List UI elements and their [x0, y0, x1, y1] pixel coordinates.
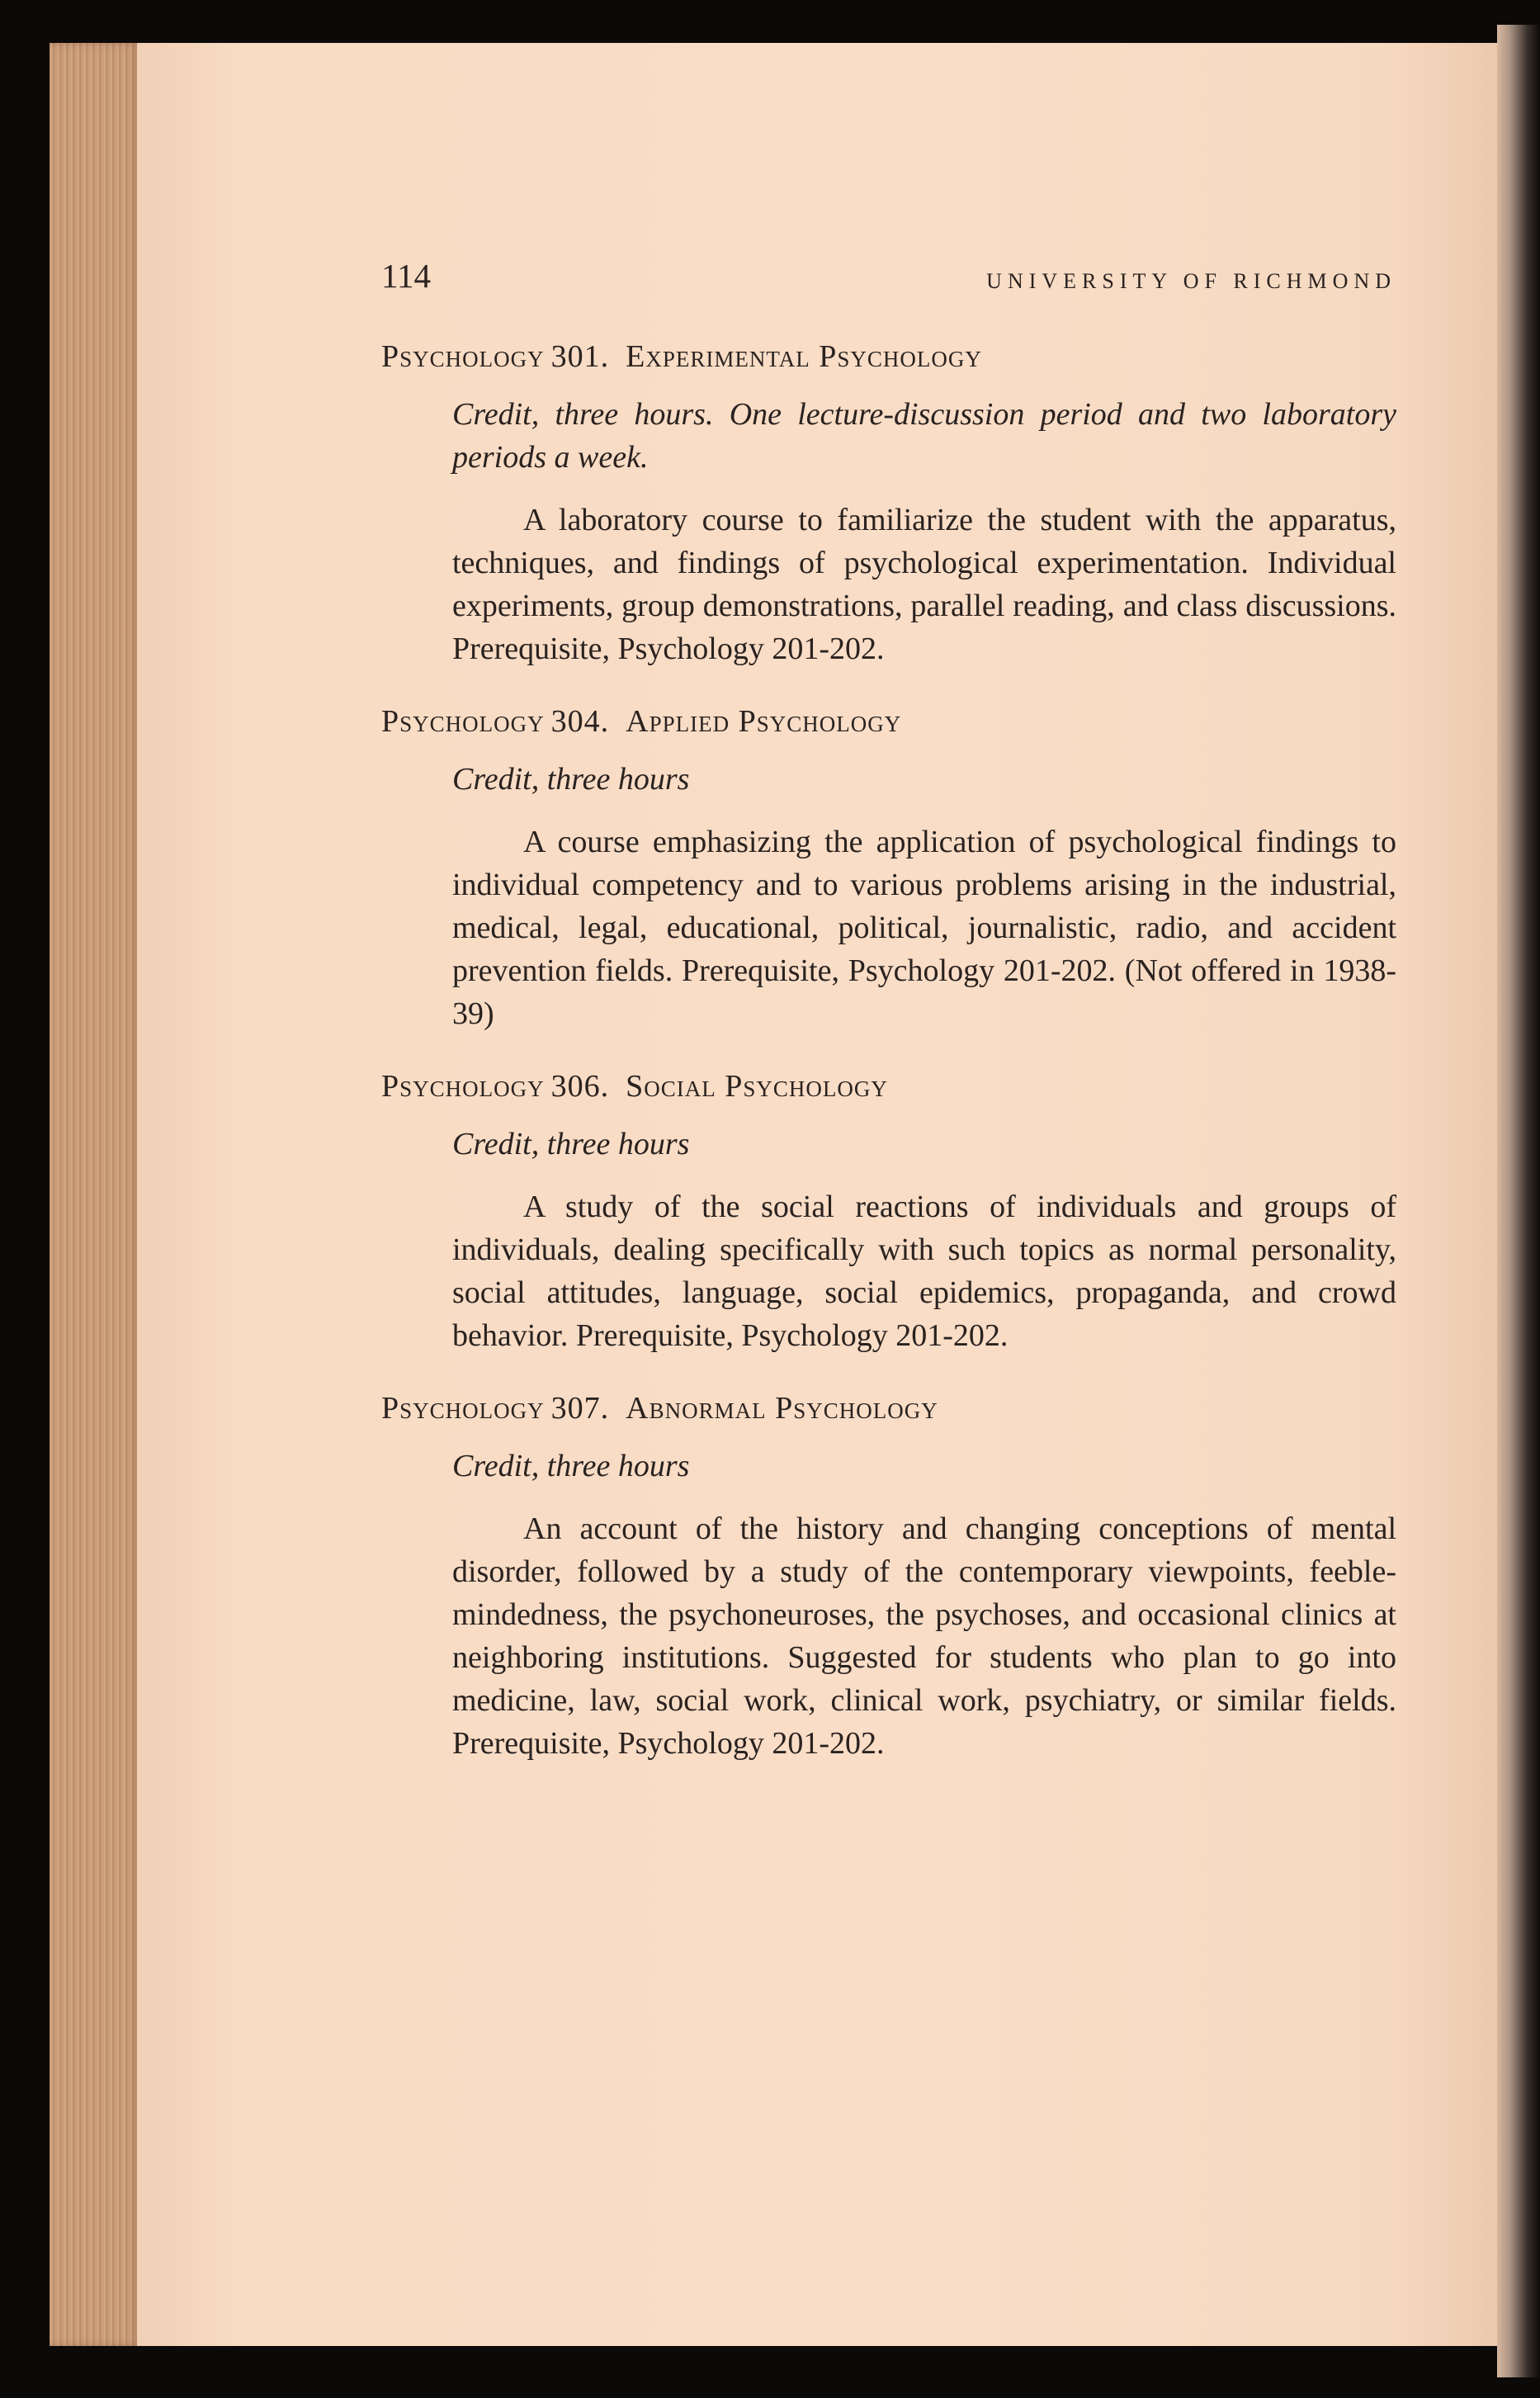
course-subject: Psychology — [381, 1391, 545, 1426]
course-description: A laboratory course to familiarize the student with the apparatus, techniques, and findings of psychological experimentation. Individual experiments, group demonstrations, parallel reading, and class discussions. Prerequisite, Psychology 201-202. — [452, 503, 1396, 666]
course-entry — [381, 338, 1396, 670]
course-title: Social Psychology — [626, 1069, 888, 1104]
running-head — [381, 256, 1396, 305]
page-gutter-shadow — [1497, 25, 1540, 2377]
course-credit: Credit, three hours — [452, 762, 690, 797]
page-stack-edge — [50, 43, 140, 2346]
course-credit: Credit, three hours — [452, 1449, 690, 1483]
course-title: Applied Psychology — [626, 704, 902, 739]
running-title: UNIVERSITY OF RICHMOND — [986, 269, 1396, 293]
course-title: Experimental Psychology — [626, 339, 982, 374]
course-number: 307. — [550, 1391, 610, 1426]
course-credit: Credit, three hours. One lecture-discussion period and two laboratory periods a week. — [452, 397, 1396, 475]
course-heading — [381, 1390, 1396, 1426]
course-entry — [381, 703, 1396, 1035]
course-number: 304. — [550, 704, 610, 739]
course-subject: Psychology — [381, 704, 545, 739]
page-content — [381, 256, 1396, 1798]
course-heading — [381, 338, 1396, 375]
course-heading — [381, 703, 1396, 740]
course-description: A course emphasizing the application of psychological findings to individual competency and to various problems arising in the industrial, medical, legal, educational, political, journalistic, radio, and accident prevention fields. Prerequisite, Psychology 201-202. (Not offered in 1938-39) — [452, 825, 1396, 1031]
course-subject: Psychology — [381, 339, 545, 374]
course-entry — [381, 1390, 1396, 1765]
course-number: 306. — [550, 1069, 610, 1104]
course-description: An account of the history and changing conceptions of mental disorder, followed by a study of the contemporary viewpoints, feeble-mindedness, the psychoneuroses, the psychoses, and occasional clinics at neighboring institutions. Suggested for students who plan to go into medicine, law, social work, clinical work, psychiatry, or similar fields. Prerequisite, Psychology 201-202. — [452, 1511, 1396, 1761]
course-heading — [381, 1068, 1396, 1104]
course-subject: Psychology — [381, 1069, 545, 1104]
course-credit: Credit, three hours — [452, 1127, 690, 1161]
page-number: 114 — [381, 257, 431, 295]
course-entry — [381, 1068, 1396, 1357]
course-title: Abnormal Psychology — [626, 1391, 938, 1426]
course-number: 301. — [550, 339, 610, 374]
course-description: A study of the social reactions of individuals and groups of individuals, dealing specifically with such topics as normal personality, social attitudes, language, social epidemics, propaganda, and crowd behavior. Prerequisite, Psychology 201-202. — [452, 1190, 1396, 1353]
